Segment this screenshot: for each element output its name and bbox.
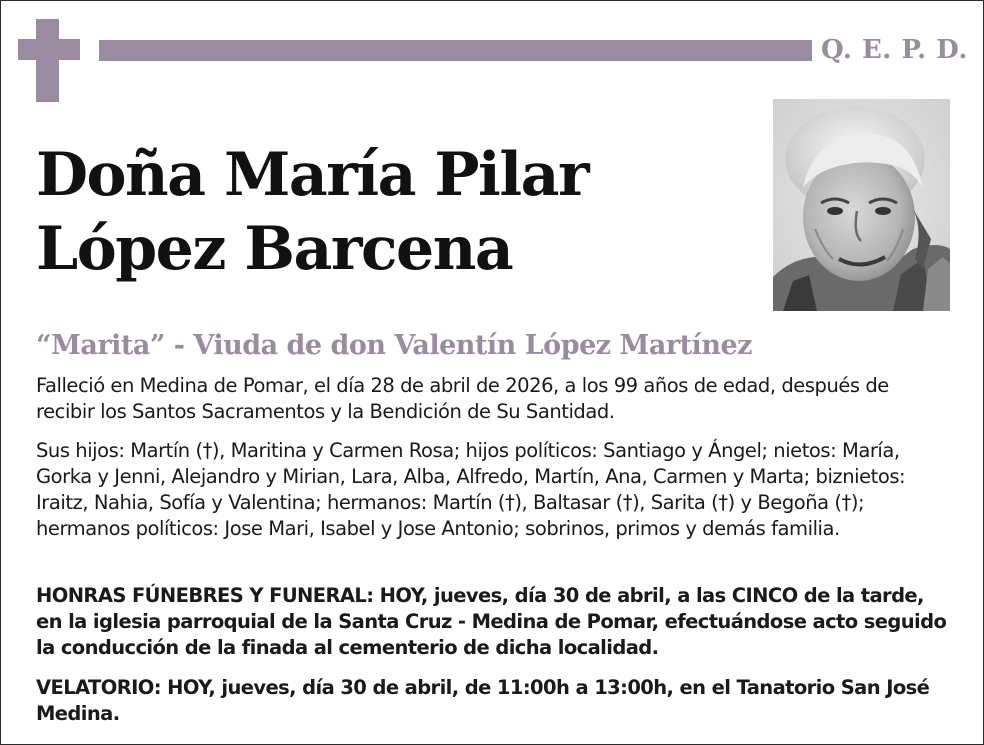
cross-icon [18,19,80,102]
header-rule [99,40,812,61]
death-paragraph: Falleció en Medina de Pomar, el día 28 de abril de 2026, a los 99 años de edad, después de recibir los Santos Sacramentos y la Bendición de Su Santidad. [36,374,889,423]
wake-paragraph: VELATORIO: HOY, jueves, día 30 de abril, de 11:00h a 13:00h, en el Tanatorio San José Medina. [36,676,930,725]
deceased-name [36,138,756,286]
name-line-1: Doña María Pilar [36,140,589,210]
funeral-paragraph: HONRAS FÚNEBRES Y FUNERAL: HOY, jueves, día 30 de abril, a las CINCO de la tarde, en la iglesia parroquial de la Santa Cruz - Medina de Pomar, efectuándose acto seguido la conducción de la finada al cementerio de dicha localidad. [36,584,947,659]
portrait-photo [773,99,950,311]
name-line-2: López Barcena [36,214,513,284]
family-paragraph: Sus hijos: Martín (†), Maritina y Carmen Rosa; hijos políticos: Santiago y Ángel; nietos: María, Gorka y Jenni, Alejandro y Mirian, Lara, Alba, Alfredo, Martín, Ana, Carmen y Marta; biznietos: Iraitz, Nahia, Sofía y Valentina; hermanos: Martín (†), Baltasar (†), Sarita (†) y Begoña (†); hermanos políticos: Jose Mari, Isabel y Jose Antonio; sobrinos, primos y demás familia. [36,439,906,540]
qepd-label: Q. E. P. D. [821,35,968,65]
subtitle: “Marita” - Viuda de don Valentín López Martínez [36,330,752,361]
